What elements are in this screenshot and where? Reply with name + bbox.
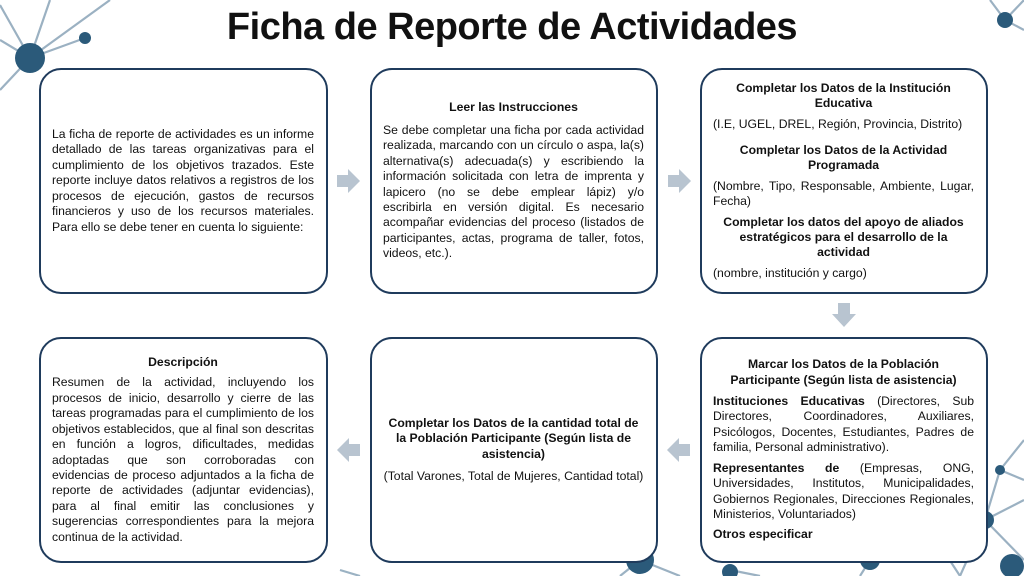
representatives-label: Representantes de	[713, 460, 840, 475]
arrow-right-icon	[335, 168, 361, 194]
participant-representatives	[713, 461, 974, 523]
step-box-introduction	[39, 68, 328, 294]
step-box-complete-data	[700, 68, 988, 294]
step-box-participant-population	[700, 337, 988, 563]
description-text: Resumen de la actividad, incluyendo los procesos de inicio, desarrollo y cierre de las tareas programadas para el cumplimiento de los objetivos establecidos, que al final son descritas en función a logros, dificultades, medidas adoptadas que son corroboradas con evidencias de proceso adjuntados a la ficha de reporte de actividades (adjuntar evidencias), para al final emitir las conclusiones y sugerencias correspondientes para la mejora continua de la actividad.	[52, 375, 314, 544]
institutions-text: (Directores, Sub Directores, Coordinadores, Auxiliares, Psicólogos, Docentes, Estudiantes, Padres de familia, Personal administrativo).	[713, 394, 975, 455]
arrow-left-icon	[666, 437, 692, 463]
step-box-description	[39, 337, 328, 563]
introduction-text: La ficha de reporte de actividades es un informe detallado de las tareas organizativas para el cumplimiento de los objetivos trazados. Este reporte incluye datos relativos a registros de los procesos de ejecución, gastos de recursos financieros y uso de los recursos materiales. Para ello se debe tener en cuenta lo siguiente:	[52, 127, 314, 234]
allies-heading: Completar los datos del apoyo de aliados estratégicos para el desarrollo de la actividad	[723, 214, 964, 260]
step-box-instructions	[370, 68, 658, 294]
institutions-label: Instituciones Educativas	[713, 394, 865, 409]
description-heading: Descripción	[148, 355, 218, 370]
participant-heading: Marcar los Datos de la Población Participante (Según lista de asistencia)	[730, 357, 957, 387]
institution-heading: Completar los Datos de la Institución Educativa	[736, 80, 951, 111]
allies-text: (nombre, institución y cargo)	[713, 265, 867, 280]
institution-text: (I.E, UGEL, DREL, Región, Provincia, Distrito)	[713, 116, 963, 131]
step-box-total-population	[370, 337, 658, 563]
participant-institutions	[713, 394, 974, 456]
total-population-text: (Total Varones, Total de Mujeres, Cantidad total)	[383, 468, 644, 483]
page-title: Ficha de Reporte de Actividades	[226, 6, 798, 48]
arrow-left-icon	[336, 437, 362, 463]
instructions-heading: Leer las Instrucciones	[449, 100, 578, 115]
activity-heading: Completar los Datos de la Actividad Programada	[739, 142, 948, 173]
arrow-right-icon	[666, 168, 692, 194]
arrow-down-icon	[831, 302, 857, 328]
activity-text: (Nombre, Tipo, Responsable, Ambiente, Lugar, Fecha)	[713, 178, 974, 209]
representatives-text: (Empresas, ONG, Universidades, Institutos, Municipalidades, Gobiernos Regionales, Direcciones Regionales, Ministerios, Voluntariados)	[713, 460, 974, 521]
others-label: Otros especificar	[713, 527, 813, 542]
instructions-text: Se debe completar una ficha por cada actividad realizada, marcando con un círculo o aspa, la(s) alternativa(s) adecuada(s) y escribiendo la información solicitada con letra de imprenta y lapicero (no se debe emplear lápiz) y/o escribirla en versión digital. Es necesario acompañar evidencias del proceso (listados de participantes, actas, programa de taller, fotos, videos, etc.).	[383, 122, 644, 261]
total-population-heading: Completar los Datos de la cantidad total de la Población Participante (Según lista de asistencia)	[388, 415, 639, 461]
